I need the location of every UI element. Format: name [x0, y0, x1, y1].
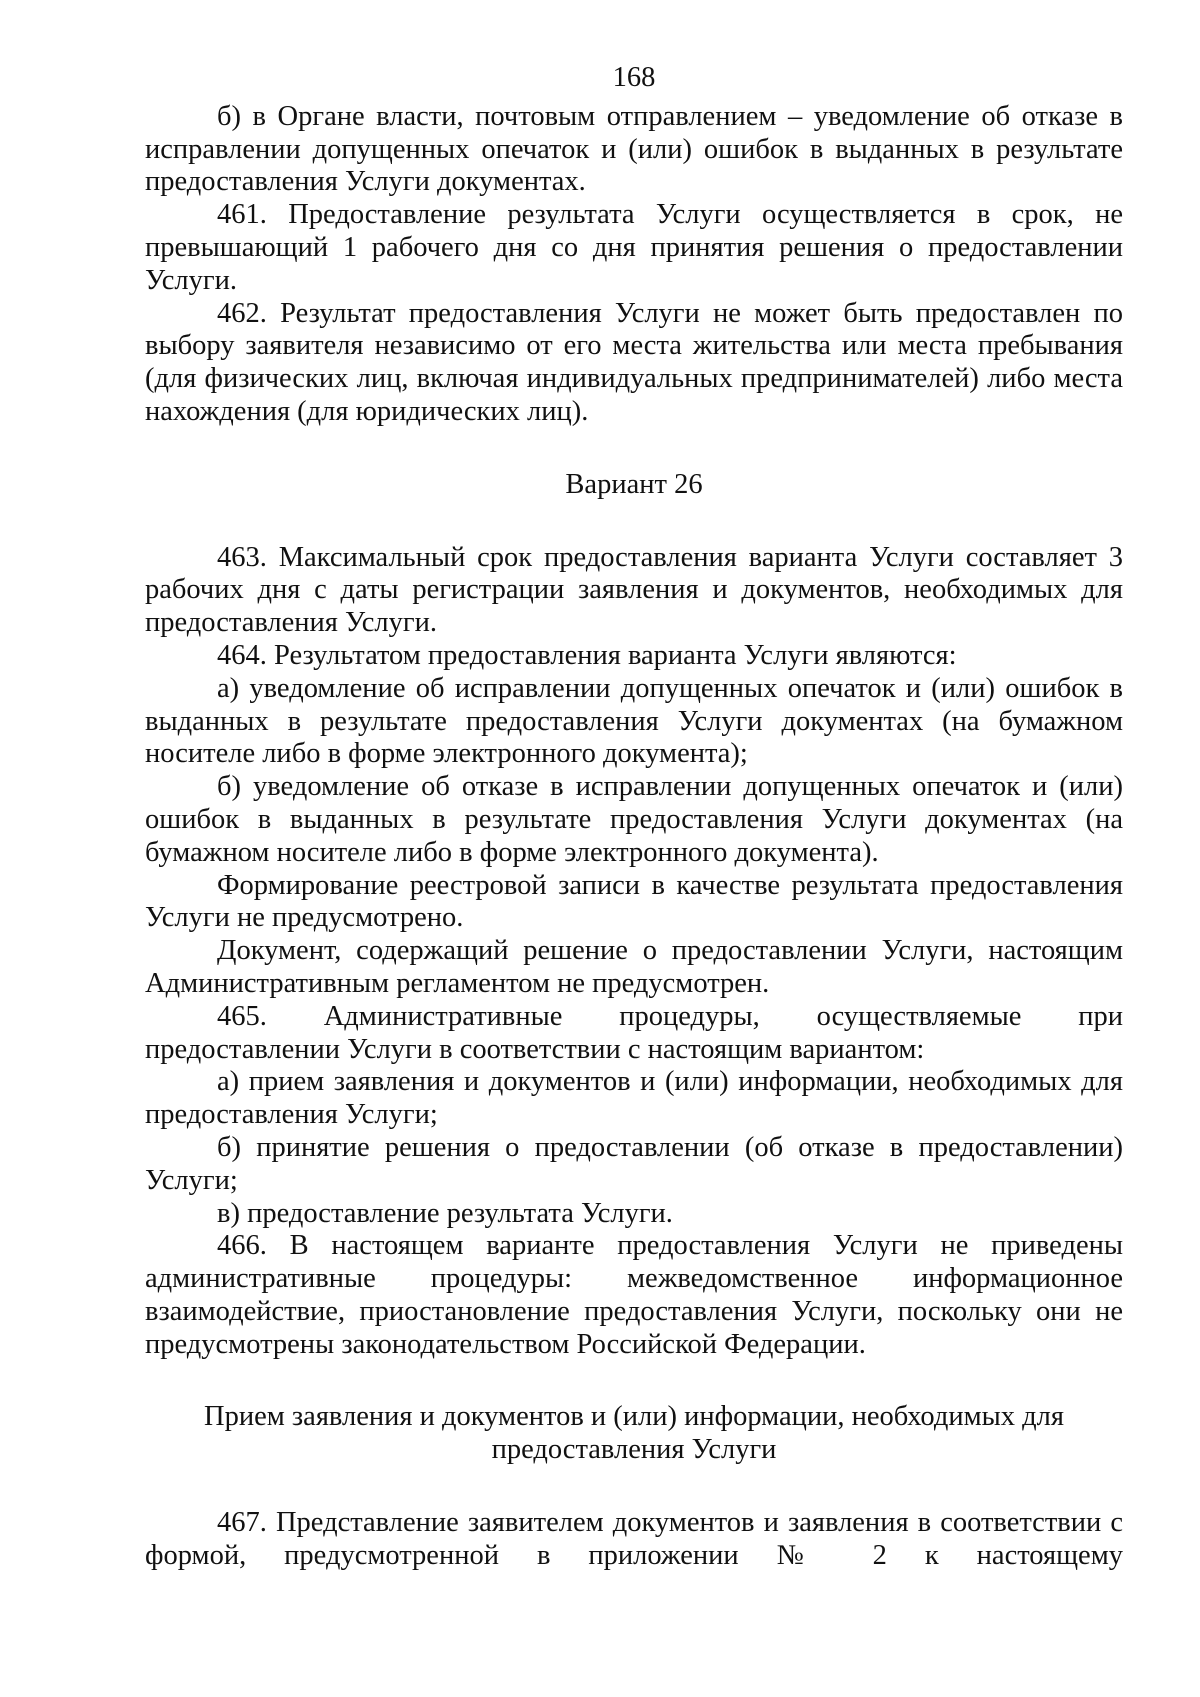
paragraph-464-a: а) уведомление об исправлении допущенных опечаток и (или) ошибок в выданных в результате предоставления Услуги документах (на бумажном носителе либо в форме электронного документа);: [145, 672, 1123, 770]
paragraph-b-refusal-notice: б) в Органе власти, почтовым отправлением – уведомление об отказе в исправлении допущенных опечаток и (или) ошибок в выданных в результате предоставления Услуги документах.: [145, 100, 1123, 198]
heading-variant-26: Вариант 26: [565, 468, 703, 500]
paragraph-461: 461. Предоставление результата Услуги осуществляется в срок, не превышающий 1 рабочего дня со дня принятия решения о предоставлении Услуги.: [145, 199, 1123, 296]
paragraph-registry-record: Формирование реестровой записи в качестве результата предоставления Услуги не предусмотрено.: [145, 869, 1123, 934]
paragraph-466: 466. В настоящем варианте предоставления Услуги не приведены административные процедуры: межведомственное информационное взаимодействие, приостановление предоставления Услуги, поскольку они не предусмотрены законодательством Российской Федерации.: [145, 1230, 1123, 1360]
paragraph-465-v: в) предоставление результата Услуги.: [217, 1197, 673, 1229]
paragraph-465: 465. Административные процедуры, осуществляемые при предоставлении Услуги в соответствии с настоящим вариантом:: [145, 1000, 1123, 1065]
paragraph-464-b: б) уведомление об отказе в исправлении допущенных опечаток и (или) ошибок в выданных в результате предоставления Услуги документах (на бумажном носителе либо в форме электронного документа).: [145, 771, 1123, 868]
page-number: 168: [612, 62, 656, 93]
document-page: [145, 62, 1123, 1573]
paragraph-465-b: б) принятие решения о предоставлении (об отказе в предоставлении) Услуги;: [145, 1131, 1123, 1196]
paragraph-462: 462. Результат предоставления Услуги не может быть предоставлен по выбору заявителя независимо от его места жительства или места пребывания (для физических лиц, включая индивидуальных предпринимателей) либо места нахождения (для юридических лиц).: [145, 297, 1123, 427]
paragraph-463: 463. Максимальный срок предоставления варианта Услуги составляет 3 рабочих дня с даты регистрации заявления и документов, необходимых для предоставления Услуги.: [145, 541, 1123, 639]
paragraph-465-a: а) прием заявления и документов и (или) информации, необходимых для предоставления Услуги;: [145, 1066, 1123, 1131]
paragraph-464: 464. Результатом предоставления варианта Услуги являются:: [217, 639, 957, 671]
heading-application-intake: Прием заявления и документов и (или) информации, необходимых для предоставления Услуги: [204, 1401, 1064, 1466]
paragraph-decision-document: Документ, содержащий решение о предоставлении Услуги, настоящим Административным регламентом не предусмотрен.: [145, 935, 1123, 999]
paragraph-467: 467. Представление заявителем документов и заявления в соответствии с формой, предусмотренной в приложении № 2 к настоящему: [145, 1507, 1123, 1571]
